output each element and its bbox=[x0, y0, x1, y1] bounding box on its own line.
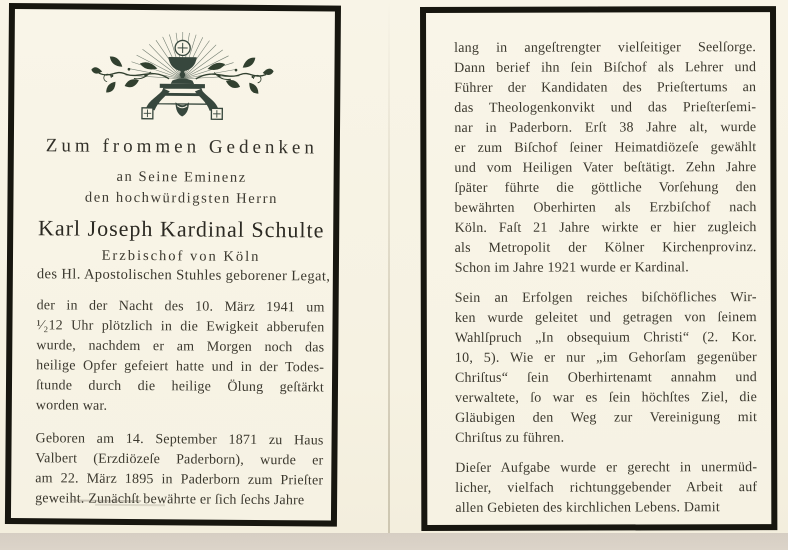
ministry-paragraph bbox=[454, 38, 757, 279]
scanner-mat-background bbox=[0, 533, 788, 550]
text-line: Dann berief ihn ſein Biſchof als Lehrer und bbox=[454, 60, 757, 76]
left-page bbox=[5, 3, 341, 527]
text-line: Führer der Kandidaten des Prieſtertums an bbox=[454, 80, 757, 96]
text-line: als Metropolit der Kölner Kirchenprovinz. bbox=[454, 240, 757, 256]
text-line: nar in Paderborn. Erſt 38 Jahre alt, wurde bbox=[454, 120, 757, 136]
text-line: Dieſer Aufgabe wurde er gerecht in unermüd- bbox=[455, 460, 758, 476]
death-paragraph bbox=[36, 296, 325, 418]
text-line: Geboren am 14. September 1871 zu Haus bbox=[35, 431, 324, 449]
text-line: 10, 5). Wie er nur „im Gehorſam gegenüber bbox=[454, 350, 757, 366]
text-line: licher, vielfach richtunggebender Arbeit auf bbox=[455, 480, 758, 496]
text-line: allen Gebieten des kirchlichen Lebens. Damit bbox=[455, 500, 720, 516]
text-line: und vom Heiligen Vater beſtätigt. Zehn Jahre bbox=[454, 160, 757, 176]
motto-paragraph bbox=[455, 288, 757, 449]
text-line: bewährten Oberhirten als Erzbiſchof nach bbox=[454, 200, 757, 216]
chalice-emblem-icon bbox=[82, 30, 283, 124]
text-line: heilige Opfer gefeiert hatte und in der Todes- bbox=[36, 358, 325, 376]
text-line: am 22. März 1895 in Paderborn zum Prieſter bbox=[35, 471, 324, 489]
text-line: ken wurde geleitet und getragen von ſeinem bbox=[454, 310, 757, 326]
text-line: ſtunde durch die heilige Ölung geſtärkt bbox=[35, 378, 325, 396]
text-line: Chriſtus“ ſein Oberhirtenamt annahm und bbox=[454, 370, 757, 386]
text-line: Gläubigen den Weg zur Vereinigung mit bbox=[455, 410, 758, 426]
text-line: das Theologenkonvikt und das Prieſterſemi- bbox=[454, 100, 757, 116]
text-line: lang in angeſtrengter vielſeitiger Seelſorge. bbox=[454, 40, 757, 56]
title-line-1: Erzbischof von Köln bbox=[101, 247, 261, 265]
text-line: Wahlſpruch „In obsequium Christi“ (2. Kor. bbox=[454, 330, 757, 346]
deceased-name: Karl Joseph Kardinal Schulte bbox=[37, 215, 325, 243]
text-line: der in der Nacht des 10. März 1941 um bbox=[36, 298, 325, 316]
text-line: Chriſtus zu führen. bbox=[455, 430, 565, 446]
text-line: wurde, nachdem er am Morgen noch das bbox=[36, 338, 325, 356]
dedication-line-1: an Seine Eminenz bbox=[116, 168, 247, 186]
fold-line bbox=[388, 0, 390, 533]
text-line: Schon im Jahre 1921 wurde er Kardinal. bbox=[454, 260, 689, 276]
text-line: ¹⁄₂12 Uhr plötzlich in die Ewigkeit abberufen bbox=[36, 318, 325, 336]
right-page bbox=[420, 6, 777, 531]
text-line: er zum Biſchof ſeiner Heimatdiözeſe gewählt bbox=[454, 140, 757, 156]
text-line: Köln. Faſt 21 Jahre wirkte er hier zugleich bbox=[454, 220, 757, 236]
dedication-line-2: den hochwürdigsten Herrn bbox=[84, 189, 279, 208]
work-paragraph bbox=[455, 458, 757, 519]
intro-line: Zum frommen Gedenken bbox=[45, 135, 318, 159]
text-line: ſpäter führte die göttliche Vorſehung den bbox=[454, 180, 757, 196]
text-line: Valbert (Erzdiözeſe Paderborn), wurde er bbox=[35, 451, 324, 469]
title-line-2: des Hl. Apostolischen Stuhles geborener Legat, bbox=[36, 266, 331, 285]
text-line: verwaltete, ſo war es ſein höchſtes Ziel, die bbox=[455, 390, 758, 406]
text-line: geweiht. Zunächſt bewährte er ſich ſechs Jahre bbox=[35, 491, 305, 509]
text-line: worden war. bbox=[35, 398, 108, 414]
emblem-container bbox=[38, 29, 327, 123]
text-line: Sein an Erfolgen reiches biſchöfliches Wir- bbox=[454, 290, 757, 306]
